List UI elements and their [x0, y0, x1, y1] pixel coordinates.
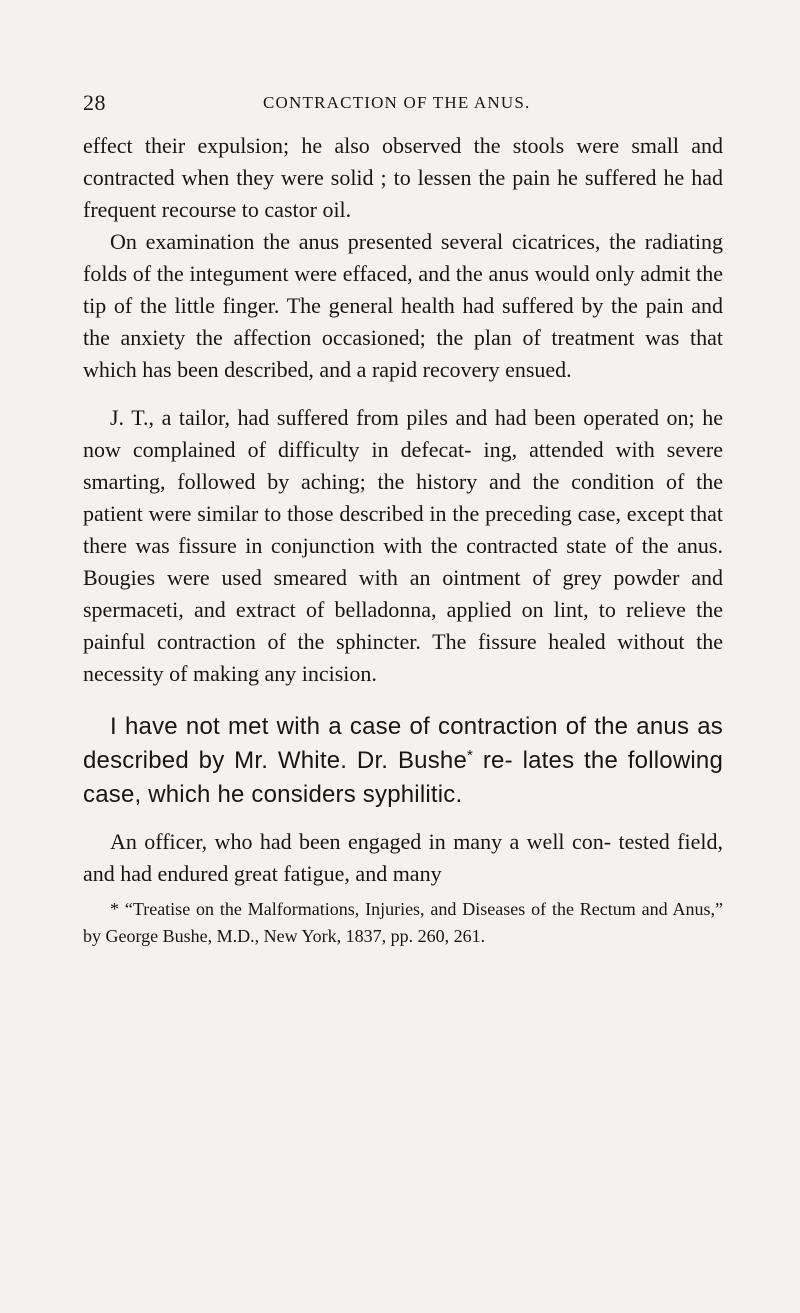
page-number: 28 — [83, 90, 106, 115]
footnote: * “Treatise on the Malformations, Injuries, and Diseases of the Rectum and Anus,” by George Bushe, M.D., New York, 1837, pp. 260, 261. — [83, 899, 723, 946]
page-body — [83, 130, 723, 950]
paragraph-bushe-text-start: I have not met with a case of contraction of the anus as described by Mr. White. Dr. Bushe — [83, 713, 723, 774]
paragraph-case-jt: J. T., a tailor, had suffered from piles and had been operated on; he now complained of difficulty in defecat- ing, attended with severe smarting, followed by aching; the history and the condition of the patient were similar to those described in the preceding case, except that there was fissure in conjunction with the contracted state of the anus. Bougies were used smeared with an ointment of grey powder and spermaceti, and extract of belladonna, applied on lint, to relieve the painful contraction of the sphincter. The fissure healed without the necessity of making any incision. — [83, 405, 723, 686]
paragraph-continued: effect their expulsion; he also observed the stools were small and contracted when they were solid ; to lessen the pain he suffered he had frequent recourse to castor oil. — [83, 133, 723, 222]
paragraph-bushe-text-end: re- lates the following case, which he considers syphilitic. — [83, 747, 723, 808]
footnote-marker: * — [467, 747, 474, 764]
running-title: CONTRACTION OF THE ANUS. — [263, 93, 531, 112]
paragraph-examination: On examination the anus presented several cicatrices, the radiating folds of the integument were effaced, and the anus would only admit the tip of the little finger. The general health had suffered by the pain and the anxiety the affection occasioned; the plan of treatment was that which has been described, and a rapid recovery ensued. — [83, 229, 723, 382]
paragraph-officer: An officer, who had been engaged in many a well con- tested field, and had endured great fatigue, and many — [83, 829, 723, 886]
paragraph-bushe-case — [83, 710, 723, 812]
page-header — [83, 90, 723, 120]
